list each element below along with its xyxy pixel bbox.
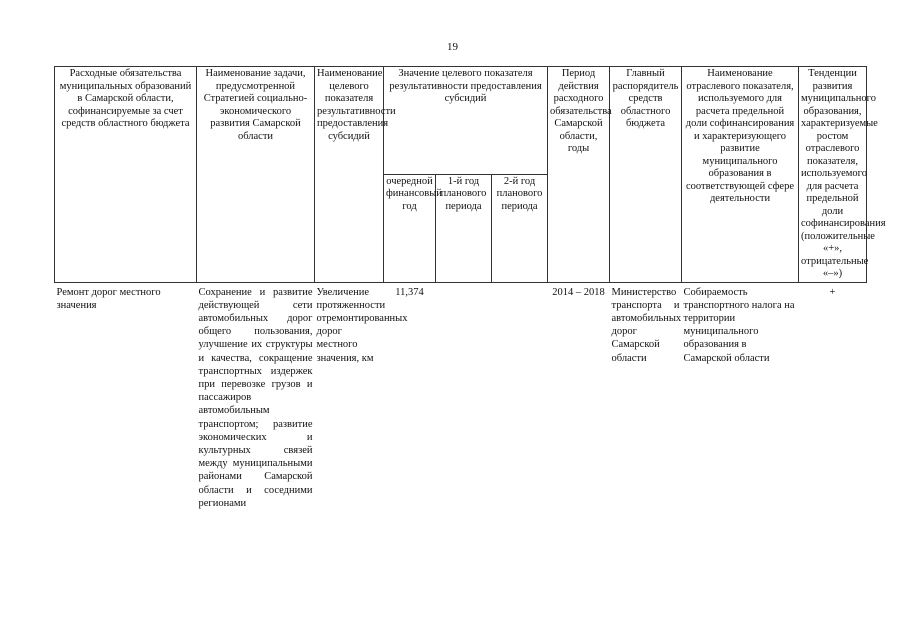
page-number: 19 [447,41,458,53]
subsidy-table [54,66,886,510]
cell-value-next-year: 11,374 [395,286,424,298]
header-plan-year-1: 1-й год планового периода [436,174,492,282]
header-plan-year-2: 2-й год планового периода [492,174,548,282]
header-row-1 [55,67,867,175]
header-target-values: Значение целевого показателя результативности предоставления субсидий [384,67,548,175]
cell-obligation: Ремонт дорог местного значения [56,286,161,311]
cell-task: Сохранение и развитие действующей сети автомобильных дорог общего пользования, улучшение их структуры и качества, сокращение транспортных издержек при перевозке грузов и пассажиров автомобильным транспортом; развитие экономических и культурных связей между муниципальными районами Самарской области и соседними регионами [198,286,313,509]
header-period: Период действия расходного обязательства Самарской области, годы [548,67,610,283]
cell-value-plan-2 [492,282,548,510]
header-obligation: Расходные обязательства муниципальных образований в Самарской области, софинансируемые за счет средств областного бюджета [55,67,197,283]
table-row [55,282,867,510]
cell-period: 2014 – 2018 [552,286,605,298]
header-task: Наименование задачи, предусмотренной Стратегией социально-экономического развития Самарской области [197,67,315,283]
cell-indicator: Увеличение протяженности отремонтированных дорог местного значения, км [316,286,408,364]
header-trend: Тенденции развития муниципального образования, характеризуемые ростом отраслевого показателя, используемого для расчета предельной доли софинансирования (положительные «+», отрицательные «–») [799,67,867,283]
header-administrator: Главный распорядитель средств областного бюджета [610,67,682,283]
header-next-year: очередной финансовый год [384,174,436,282]
cell-value-plan-1 [436,282,492,510]
cell-trend: + [829,286,836,298]
header-indicator: Наименование целевого показателя результативности предоставления субсидий [315,67,384,283]
cell-industry-indicator: Собираемость транспортного налога на территории муниципального образования в Самарской области [683,286,795,364]
header-industry-indicator: Наименование отраслевого показателя, используемого для расчета предельной доли софинансирования и характеризующего развитие муниципального образования в соответствующей сфере деятельности [682,67,799,283]
cell-administrator: Министерство транспорта и автомобильных дорог Самарской области [611,286,682,364]
